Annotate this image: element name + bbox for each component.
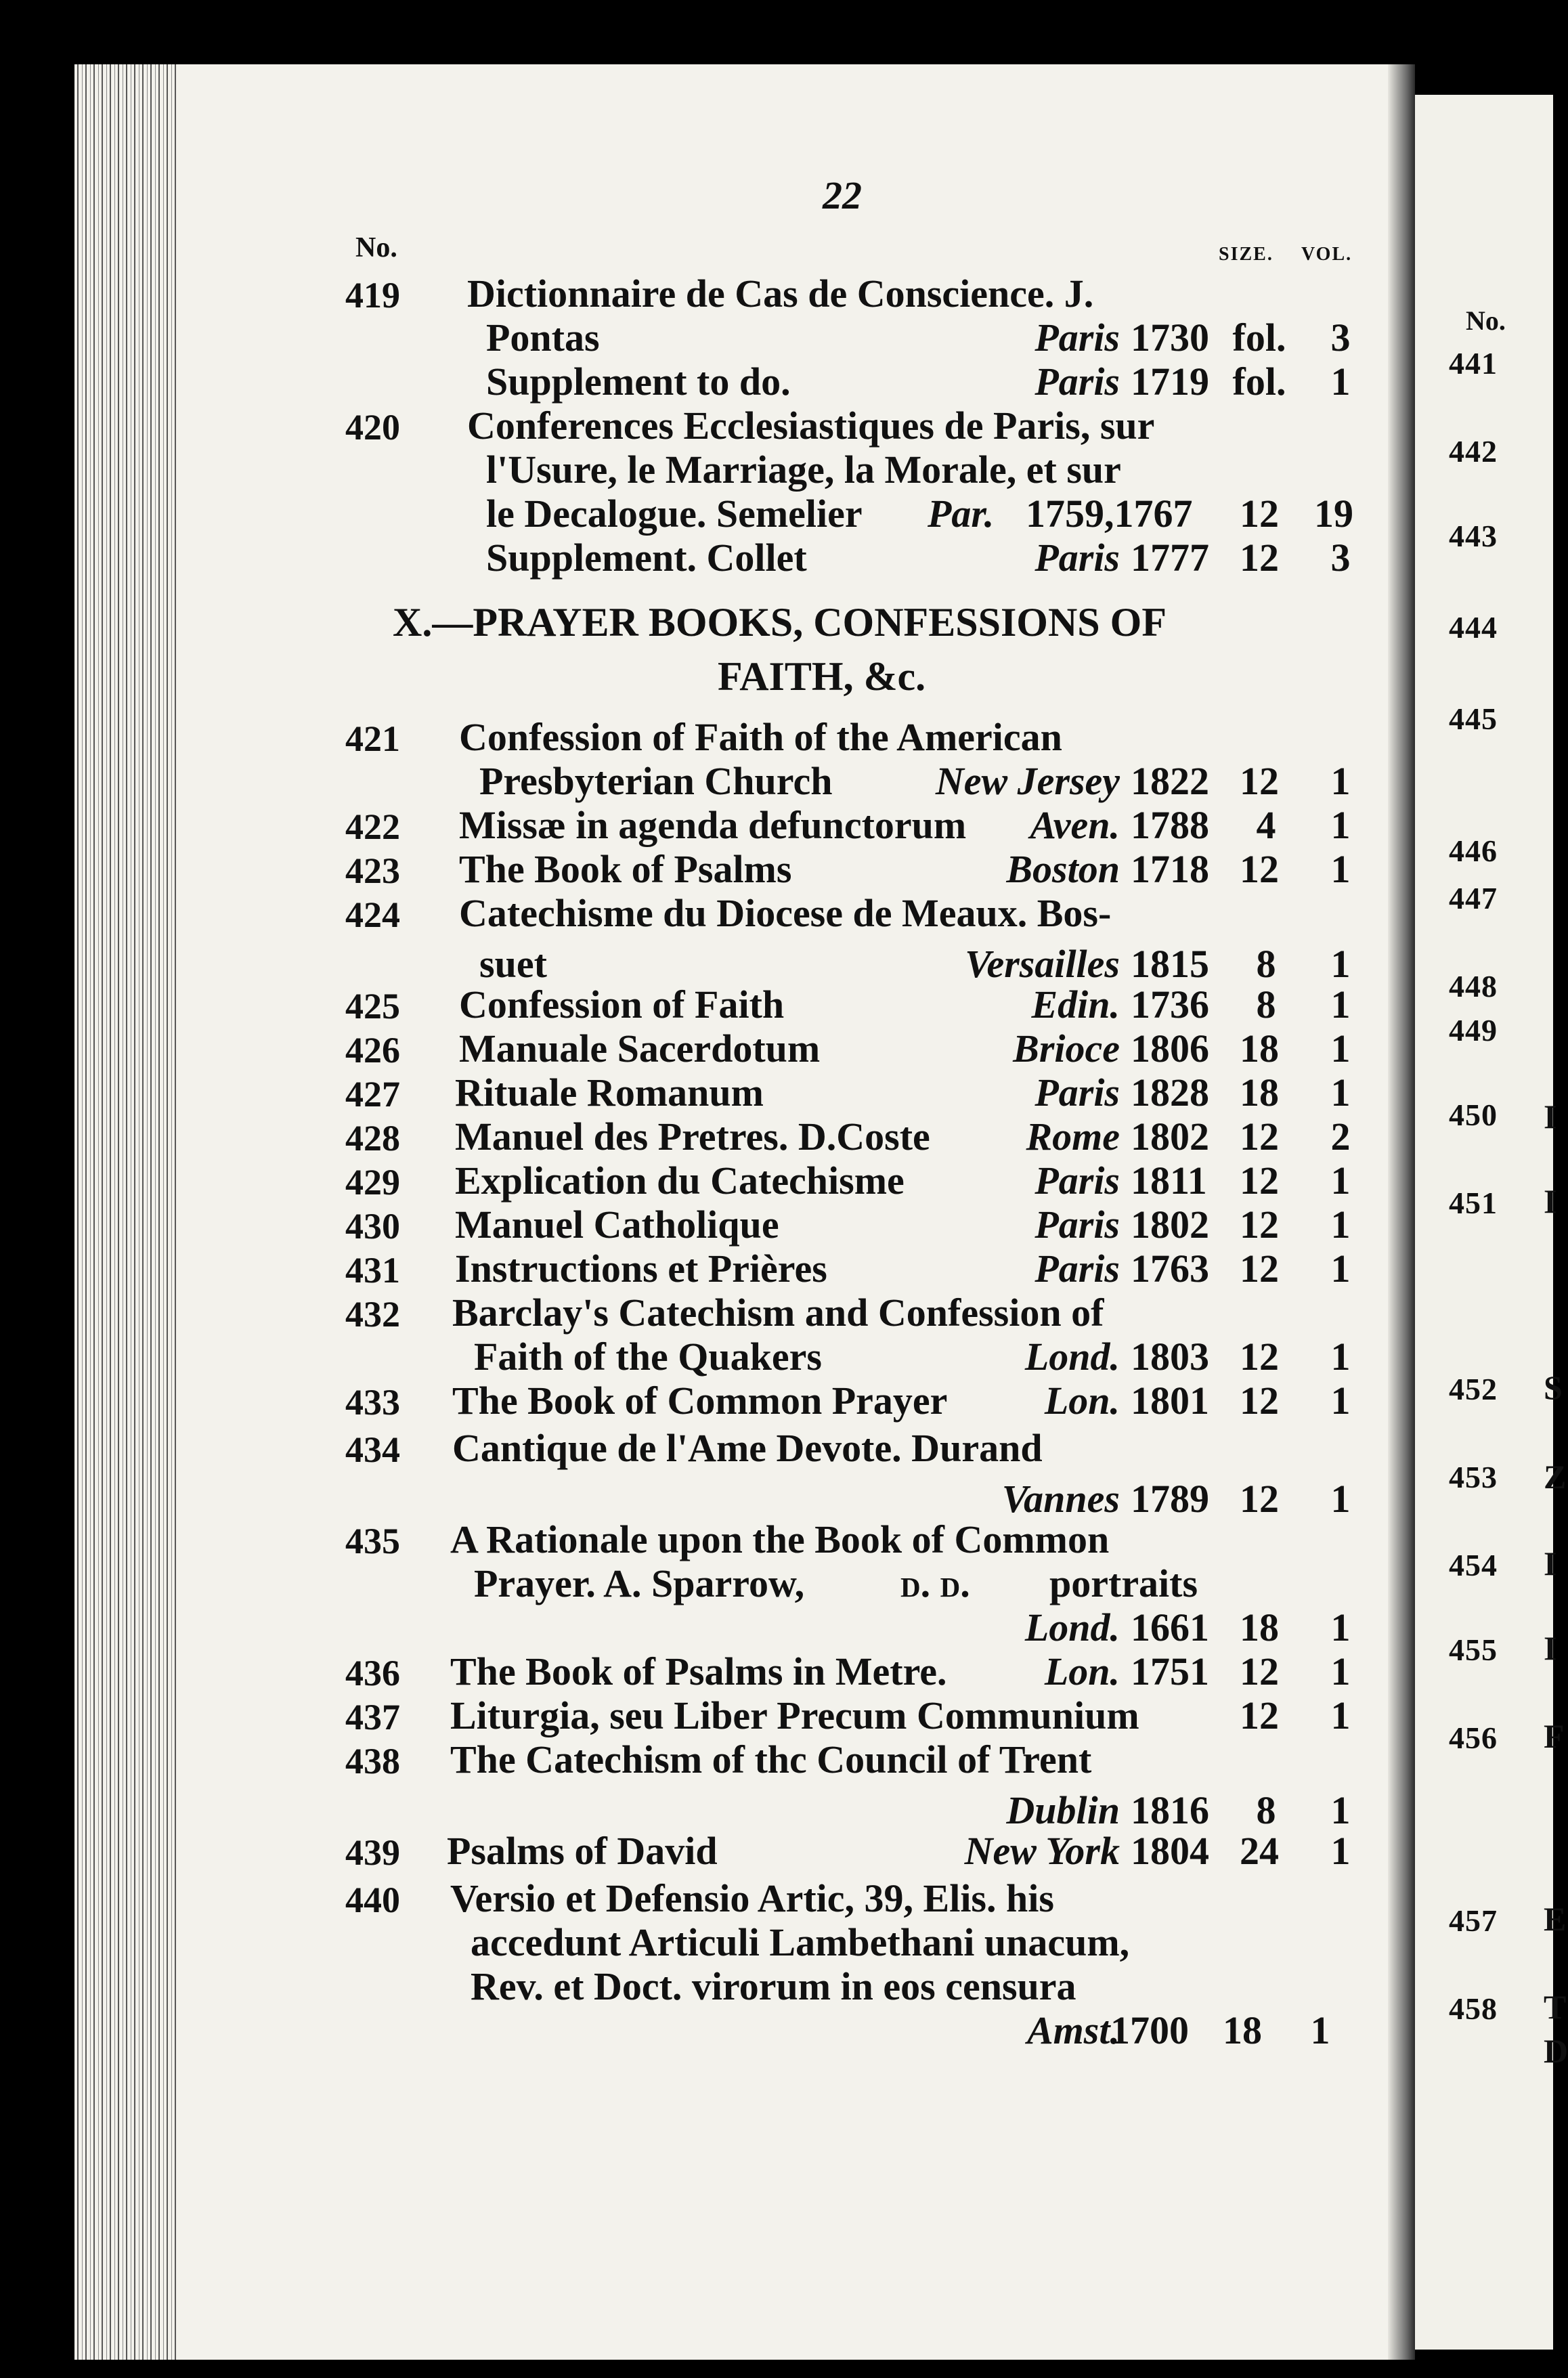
entry-title: Versio et Defensio Artic, 39, Elis. his	[450, 1876, 1054, 1920]
facing-entry-initial: E	[1544, 1900, 1567, 1938]
facing-entry-number: 446	[1449, 834, 1498, 868]
facing-entry-initial: I	[1544, 1182, 1557, 1220]
entry-size: 12	[1240, 1693, 1279, 1737]
entry-place: Vannes	[1001, 1477, 1120, 1521]
entry-title: Barclay's Catechism and Confession of	[452, 1291, 1104, 1335]
facing-entry-number: 449	[1449, 1013, 1498, 1047]
entry-number: 420	[345, 407, 400, 448]
entry-size: 12	[1240, 492, 1279, 536]
entry-year: 1804	[1131, 1829, 1209, 1873]
entry-title: The Catechism of thc Council of Trent	[450, 1737, 1092, 1781]
entry-size: 12	[1240, 1335, 1279, 1379]
entry-place: Boston	[1006, 847, 1120, 891]
facing-entry-initial: I	[1544, 1544, 1557, 1582]
entry-volumes: 1	[1330, 1071, 1351, 1115]
facing-entry-initial: F	[1544, 1717, 1565, 1755]
entry-title: Dictionnaire de Cas de Conscience. J.	[467, 272, 1094, 316]
entry-title: Instructions et Prières	[455, 1247, 827, 1291]
entry-place: Aven.	[1030, 803, 1120, 847]
entry-size: fol.	[1232, 360, 1286, 404]
facing-entry-number: 447	[1449, 881, 1498, 915]
page-number: 22	[823, 173, 862, 217]
entry-number: 423	[345, 850, 400, 891]
entry-place: Paris	[1035, 316, 1120, 360]
entry-year: 1763	[1131, 1247, 1209, 1291]
entry-size: 12	[1240, 1203, 1279, 1247]
entry-place: Lon.	[1044, 1379, 1120, 1423]
entry-title-cont: Pontas	[486, 316, 600, 360]
facing-entry-number: 448	[1449, 969, 1498, 1003]
entry-title: Conferences Ecclesiastiques de Paris, sur	[467, 404, 1155, 448]
entry-title-cont: portraits	[1049, 1561, 1198, 1605]
facing-entry-number: 457	[1449, 1903, 1498, 1938]
entry-size: 12	[1240, 1115, 1279, 1159]
book-gutter	[1388, 64, 1415, 2360]
entry-title: Liturgia, seu Liber Precum Communium	[450, 1693, 1139, 1737]
entry-year: 1751	[1131, 1649, 1209, 1693]
entry-number: 426	[345, 1030, 400, 1071]
entry-place: Lond.	[1024, 1605, 1120, 1649]
entry-supplement: Supplement to do.	[486, 360, 791, 404]
entry-number: 439	[345, 1832, 400, 1873]
entry-volumes: 1	[1330, 1203, 1351, 1247]
entry-title-cont: Faith of the Quakers	[474, 1335, 822, 1379]
entry-place: Par.	[928, 492, 995, 536]
entry-number: 429	[345, 1162, 400, 1203]
entry-year: 1828	[1131, 1071, 1209, 1115]
column-header-no: No.	[355, 232, 397, 263]
entry-title: Confession of Faith of the American	[459, 715, 1062, 759]
entry-volumes: 1	[1330, 1379, 1351, 1423]
entry-title: Catechisme du Diocese de Meaux. Bos-	[459, 891, 1112, 935]
facing-entry-initial: S	[1544, 1368, 1563, 1406]
facing-page	[1415, 95, 1568, 2350]
entry-year: 1806	[1131, 1026, 1209, 1071]
entry-title: Missæ in agenda defunctorum	[459, 803, 967, 847]
entry-size: 18	[1240, 1026, 1279, 1071]
entry-number: 431	[345, 1250, 400, 1291]
entry-place: Edin.	[1031, 982, 1120, 1026]
entry-number: 424	[345, 894, 400, 935]
facing-entry-number: 450	[1449, 1098, 1498, 1132]
entry-volumes: 1	[1330, 1159, 1351, 1203]
entry-volumes: 2	[1330, 1115, 1351, 1159]
entry-volumes: 1	[1330, 1247, 1351, 1291]
entry-size: 12	[1240, 1379, 1279, 1423]
entry-place: Paris	[1035, 1071, 1120, 1115]
entry-place: New Jersey	[935, 759, 1120, 803]
entry-volumes: 1	[1330, 942, 1351, 986]
column-header-vol: VOL.	[1301, 244, 1353, 265]
entry-place: Paris	[1035, 1203, 1120, 1247]
entry-title-cont: l'Usure, le Marriage, la Morale, et sur	[486, 448, 1121, 492]
entry-size: 8	[1256, 982, 1276, 1026]
entry-place: Paris	[1035, 1247, 1120, 1291]
entry-year: 1718	[1131, 847, 1209, 891]
entry-place: Versailles	[965, 942, 1120, 986]
entry-title-cont: le Decalogue. Semelier	[486, 492, 863, 536]
entry-size: 4	[1256, 803, 1276, 847]
facing-entry-initial: T	[1544, 1988, 1567, 2026]
entry-number: 421	[345, 718, 400, 759]
entry-year: 1803	[1131, 1335, 1209, 1379]
entry-title: The Book of Common Prayer	[452, 1379, 948, 1423]
entry-year: 1700	[1110, 2008, 1189, 2052]
entry-year: 1822	[1131, 759, 1209, 803]
entry-place: Paris	[1035, 536, 1120, 580]
entry-title: A Rationale upon the Book of Common	[450, 1517, 1110, 1561]
facing-entry-number: 456	[1449, 1721, 1498, 1755]
section-heading-cont: FAITH, &c.	[718, 654, 926, 699]
entry-year: 1736	[1131, 982, 1209, 1026]
entry-volumes: 1	[1330, 1788, 1351, 1832]
entry-year: 1802	[1131, 1115, 1209, 1159]
entry-number: 440	[345, 1880, 400, 1920]
entry-volumes: 1	[1330, 1649, 1351, 1693]
entry-volumes: 1	[1330, 759, 1351, 803]
entry-size: 8	[1256, 1788, 1276, 1832]
entry-year: 1816	[1131, 1788, 1209, 1832]
entry-number: 430	[345, 1206, 400, 1247]
facing-entry-number: 441	[1449, 346, 1498, 381]
entry-year: 1788	[1131, 803, 1209, 847]
entry-size: 12	[1240, 759, 1279, 803]
entry-year: 1661	[1131, 1605, 1209, 1649]
entry-place: Paris	[1035, 360, 1120, 404]
entry-supplement: Supplement. Collet	[486, 536, 807, 580]
facing-entry-initial: D	[1544, 2032, 1568, 2070]
entry-number: 437	[345, 1697, 400, 1737]
facing-entry-number: 451	[1449, 1186, 1498, 1220]
entry-title-cont: Prayer. A. Sparrow,	[474, 1561, 805, 1605]
entry-number: 428	[345, 1118, 400, 1159]
entry-size: 8	[1256, 942, 1276, 986]
entry-title-cont: Presbyterian Church	[479, 759, 833, 803]
entry-size: 12	[1240, 1649, 1279, 1693]
entry-number: 438	[345, 1741, 400, 1781]
facing-entry-number: 445	[1449, 701, 1498, 736]
entry-title: Cantique de l'Ame Devote. Durand	[452, 1426, 1043, 1470]
entry-number: 427	[345, 1074, 400, 1115]
page-edge-left	[74, 64, 176, 2360]
facing-entry-initial: I	[1544, 1629, 1557, 1667]
entry-title: Rituale Romanum	[455, 1071, 764, 1115]
column-header-size: SIZE.	[1219, 244, 1273, 265]
entry-title: Manuel des Pretres. D.Coste	[455, 1115, 930, 1159]
entry-volumes: 19	[1314, 492, 1353, 536]
entry-size: 12	[1240, 536, 1279, 580]
entry-year: 1801	[1131, 1379, 1209, 1423]
entry-size: 18	[1240, 1071, 1279, 1115]
entry-place: Lond.	[1024, 1335, 1120, 1379]
entry-volumes: 1	[1330, 847, 1351, 891]
entry-title: Confession of Faith	[459, 982, 785, 1026]
entry-degree: d. d.	[900, 1561, 970, 1605]
entry-title: The Book of Psalms in Metre.	[450, 1649, 947, 1693]
entry-year: 1719	[1131, 360, 1209, 404]
entry-title-cont: accedunt Articuli Lambethani unacum,	[471, 1920, 1130, 1964]
entry-place: Rome	[1026, 1115, 1120, 1159]
facing-entry-number: 458	[1449, 1991, 1498, 2026]
entry-size: 18	[1223, 2008, 1262, 2052]
entry-volumes: 1	[1330, 1335, 1351, 1379]
facing-entry-number: 452	[1449, 1372, 1498, 1406]
entry-title: The Book of Psalms	[459, 847, 792, 891]
facing-entry-number: 442	[1449, 434, 1498, 469]
entry-size: 12	[1240, 847, 1279, 891]
entry-volumes: 1	[1330, 1026, 1351, 1071]
entry-year: 1759,1767	[1026, 492, 1193, 536]
entry-volumes: 3	[1330, 536, 1351, 580]
entry-size: 12	[1240, 1159, 1279, 1203]
entry-number: 419	[345, 275, 400, 316]
entry-place: Brioce	[1013, 1026, 1120, 1071]
entry-number: 432	[345, 1294, 400, 1335]
facing-entry-initial: Z	[1544, 1458, 1567, 1496]
entry-volumes: 1	[1330, 360, 1351, 404]
entry-year: 1802	[1131, 1203, 1209, 1247]
facing-entry-initial: I	[1544, 1098, 1557, 1136]
entry-place: Dublin	[1006, 1788, 1120, 1832]
entry-place: Amst.	[1027, 2008, 1120, 2052]
facing-col-no: No.	[1466, 305, 1506, 336]
entry-number: 434	[345, 1429, 400, 1470]
entry-title: Manuel Catholique	[455, 1203, 779, 1247]
entry-volumes: 1	[1330, 1693, 1351, 1737]
entry-volumes: 3	[1330, 316, 1351, 360]
facing-entry-number: 443	[1449, 519, 1498, 553]
section-heading: X.—PRAYER BOOKS, CONFESSIONS OF	[393, 600, 1167, 645]
entry-year: 1730	[1131, 316, 1209, 360]
entry-size: 24	[1240, 1829, 1279, 1873]
entry-volumes: 1	[1330, 803, 1351, 847]
facing-entry-number: 455	[1449, 1633, 1498, 1667]
facing-entry-number: 444	[1449, 610, 1498, 645]
entry-number: 435	[345, 1521, 400, 1561]
entry-volumes: 1	[1330, 1477, 1351, 1521]
entry-volumes: 1	[1330, 1829, 1351, 1873]
entry-number: 425	[345, 986, 400, 1026]
entry-title: Psalms of David	[447, 1829, 718, 1873]
entry-year: 1811	[1131, 1159, 1207, 1203]
entry-volumes: 1	[1330, 982, 1351, 1026]
entry-size: 18	[1240, 1605, 1279, 1649]
facing-entry-number: 453	[1449, 1460, 1498, 1494]
entry-place: Lon.	[1044, 1649, 1120, 1693]
entry-number: 436	[345, 1653, 400, 1693]
entry-title-cont: suet	[479, 942, 547, 986]
entry-volumes: 1	[1310, 2008, 1330, 2052]
entry-size: 12	[1240, 1247, 1279, 1291]
entry-place: New York	[964, 1829, 1120, 1873]
entry-title: Manuale Sacerdotum	[459, 1026, 821, 1071]
entry-place: Paris	[1035, 1159, 1120, 1203]
entry-size: fol.	[1232, 316, 1286, 360]
entry-size: 12	[1240, 1477, 1279, 1521]
entry-number: 422	[345, 806, 400, 847]
entry-year: 1777	[1131, 536, 1209, 580]
entry-volumes: 1	[1330, 1605, 1351, 1649]
entry-title: Explication du Catechisme	[455, 1159, 905, 1203]
entry-number: 433	[345, 1382, 400, 1423]
facing-entry-number: 454	[1449, 1548, 1498, 1582]
entry-year: 1789	[1131, 1477, 1209, 1521]
entry-year: 1815	[1131, 942, 1209, 986]
entry-title-cont: Rev. et Doct. virorum in eos censura	[471, 1964, 1076, 2008]
